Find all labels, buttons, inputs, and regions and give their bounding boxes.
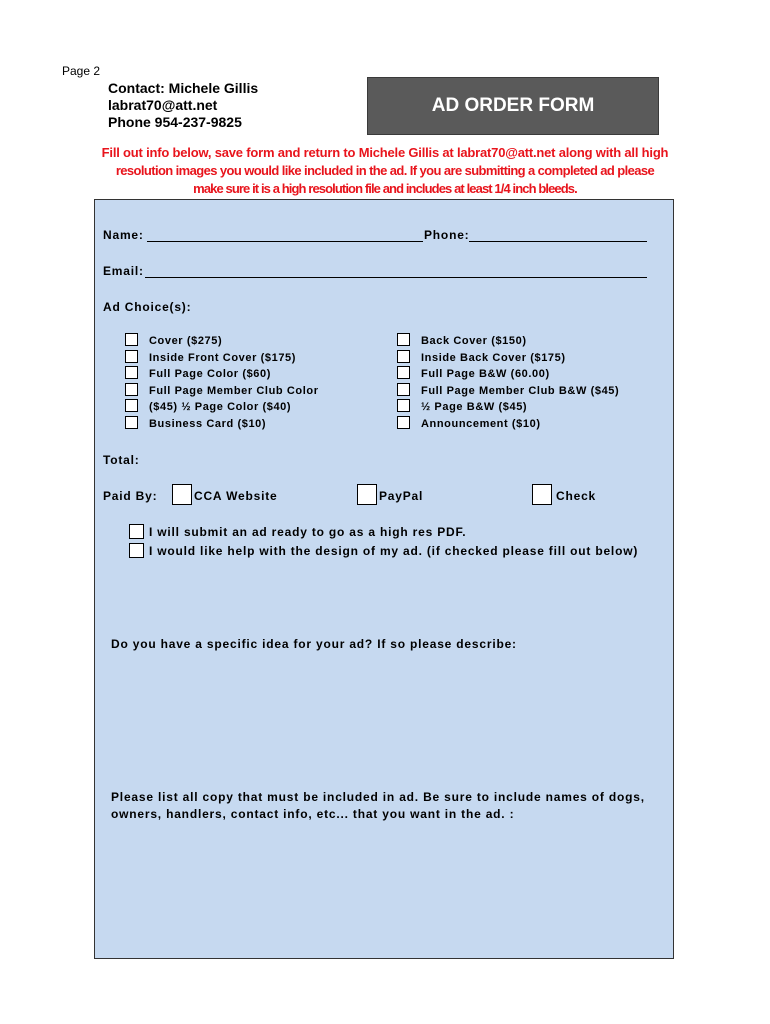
total-label: Total: bbox=[103, 453, 140, 467]
option-inside-back-cover: Inside Back Cover ($175) bbox=[421, 351, 566, 364]
option-inside-front-cover: Inside Front Cover ($175) bbox=[149, 351, 297, 364]
right-options-list bbox=[421, 333, 619, 432]
copy-prompt-line-2: owners, handlers, contact info, etc... that you want in the ad. : bbox=[111, 807, 515, 821]
checkbox-inside-back-cover[interactable] bbox=[397, 350, 410, 363]
checkbox-announcement[interactable] bbox=[397, 416, 410, 429]
option-full-page-member-club-color: Full Page Member Club Color bbox=[149, 384, 319, 397]
phone-label: Phone: bbox=[424, 228, 470, 242]
email-label: Email: bbox=[103, 264, 144, 278]
form-title-text: AD ORDER FORM bbox=[431, 95, 595, 116]
left-options-list bbox=[149, 333, 319, 432]
option-half-page-bw: ½ Page B&W ($45) bbox=[421, 401, 528, 413]
form-title bbox=[367, 77, 659, 135]
option-half-page-color: ($45) ½ Page Color ($40) bbox=[149, 401, 292, 413]
phone-field[interactable] bbox=[469, 228, 647, 242]
page-number: Page 2 bbox=[62, 64, 101, 78]
checkbox-submit-ready-pdf[interactable] bbox=[129, 524, 144, 539]
checkbox-check[interactable] bbox=[532, 484, 552, 505]
option-business-card: Business Card ($10) bbox=[149, 417, 267, 430]
option-full-page-member-club-bw: Full Page Member Club B&W ($45) bbox=[421, 384, 620, 397]
checkbox-half-page-bw[interactable] bbox=[397, 399, 410, 412]
idea-prompt: Do you have a specific idea for your ad? If so please describe: bbox=[111, 637, 517, 651]
checkbox-business-card[interactable] bbox=[125, 416, 138, 429]
design-help-label: I would like help with the design of my ad. (if checked please fill out below) bbox=[149, 544, 639, 558]
payment-cca-website: CCA Website bbox=[194, 489, 278, 503]
copy-prompt bbox=[111, 789, 671, 823]
checkbox-inside-front-cover[interactable] bbox=[125, 350, 138, 363]
instructions-line-2: resolution images you would like included in the ad. If you are submitting a completed ad please bbox=[115, 163, 655, 178]
option-back-cover: Back Cover ($150) bbox=[421, 335, 527, 347]
left-checkbox-column bbox=[125, 333, 139, 429]
instructions-line-1: Fill out info below, save form and return to Michele Gillis at labrat70@att.net along with all high bbox=[101, 145, 669, 160]
checkbox-half-page-color[interactable] bbox=[125, 399, 138, 412]
paid-by-label: Paid By: bbox=[103, 489, 158, 503]
option-full-page-bw: Full Page B&W (60.00) bbox=[421, 368, 550, 380]
idea-text-area[interactable] bbox=[111, 656, 651, 776]
contact-block bbox=[108, 80, 258, 131]
instructions bbox=[100, 144, 670, 198]
checkbox-cca-website[interactable] bbox=[172, 484, 192, 505]
option-full-page-color: Full Page Color ($60) bbox=[149, 368, 272, 380]
checkbox-full-page-member-club-color[interactable] bbox=[125, 383, 138, 396]
payment-check: Check bbox=[556, 489, 597, 503]
contact-email: labrat70@att.net bbox=[108, 97, 218, 113]
checkbox-paypal[interactable] bbox=[357, 484, 377, 505]
checkbox-full-page-member-club-bw[interactable] bbox=[397, 383, 410, 396]
checkbox-design-help[interactable] bbox=[129, 543, 144, 558]
contact-name: Contact: Michele Gillis bbox=[108, 80, 259, 96]
ad-choices-label: Ad Choice(s): bbox=[103, 300, 192, 314]
checkbox-full-page-color[interactable] bbox=[125, 366, 138, 379]
checkbox-full-page-bw[interactable] bbox=[397, 366, 410, 379]
submit-ready-pdf-label: I will submit an ad ready to go as a high res PDF. bbox=[149, 525, 467, 539]
checkbox-back-cover[interactable] bbox=[397, 333, 410, 346]
name-label: Name: bbox=[103, 228, 144, 242]
option-cover: Cover ($275) bbox=[149, 335, 223, 347]
name-field[interactable] bbox=[147, 228, 423, 242]
copy-text-area[interactable] bbox=[111, 830, 651, 950]
option-announcement: Announcement ($10) bbox=[421, 417, 541, 430]
copy-prompt-line-1: Please list all copy that must be included in ad. Be sure to include names of dogs, bbox=[111, 790, 645, 804]
right-checkbox-column bbox=[397, 333, 411, 429]
instructions-line-3: make sure it is a high resolution file and includes at least 1/4 inch bleeds. bbox=[193, 181, 577, 196]
email-field[interactable] bbox=[145, 264, 647, 278]
payment-paypal: PayPal bbox=[379, 489, 424, 503]
contact-phone: Phone 954-237-9825 bbox=[108, 114, 242, 130]
checkbox-cover[interactable] bbox=[125, 333, 138, 346]
order-form bbox=[94, 199, 674, 959]
